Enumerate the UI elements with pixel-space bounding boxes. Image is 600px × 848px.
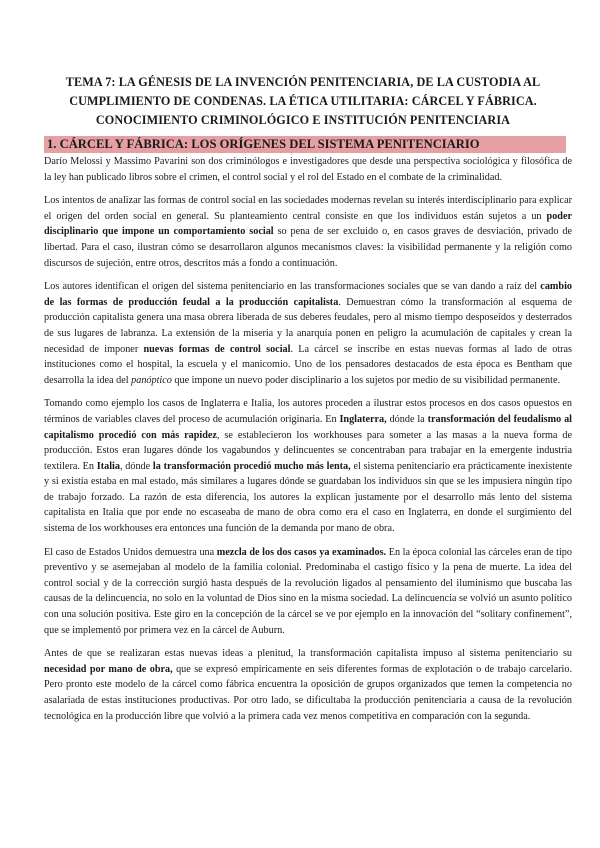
paragraph-text: . La cárcel se inscribe en estas nuevas formas al lado de otras instituciones como el hospital, la escuela y el manicomio. Uno de los pensadores destacados de esta época es Bentham que desarrolla la idea del (44, 343, 572, 386)
paragraph-text: El caso de Estados Unidos demuestra una (44, 546, 217, 558)
italic-text: panóptico (131, 374, 172, 386)
bold-text: Italia (96, 460, 120, 472)
document-body (44, 154, 572, 732)
bold-text: cambio de las formas de producción feudal a la producción capitalista (44, 281, 572, 308)
bold-text: transformación del feudalismo al capitalismo procedió con más rapidez (44, 413, 572, 441)
paragraph-text: . Demuestran cómo la transformación al esquema de producción capitalista genera una masa obrera liberada de sus deberes feudales, pero al mismo tiempo desposeídos y desterrados de sus lugares de labranza. La extensión de la miseria y la anarquía ponen en peligro la acumulación de capitales y crean la necesidad de imponer (44, 296, 573, 355)
document-title (48, 73, 558, 130)
bold-text: poder disciplinario que impone un comportamiento social (44, 210, 572, 238)
paragraph-text: Tomando como ejemplo los casos de Inglaterra e Italia, los autores proceden a ilustrar estos procesos en dos casos opuestos en términos de variables claves del proceso de acumulación originaria. En (44, 398, 572, 425)
bold-text: mezcla de los dos casos ya examinados. (216, 546, 387, 558)
bold-text: Inglaterra, (339, 413, 387, 425)
body-paragraph (44, 154, 572, 185)
title-line: CONOCIMIENTO CRIMINOLÓGICO E INSTITUCIÓN PENITENCIARIA (95, 113, 511, 127)
bold-text: la transformación procedió mucho más lenta, (152, 460, 351, 472)
bold-text: necesidad por mano de obra, (44, 663, 173, 675)
paragraph-text: dónde la (386, 413, 428, 425)
bold-text: nuevas formas de control social (143, 343, 291, 355)
paragraph-text: En la época colonial las cárceles eran de tipo preventivo y se asemejaban al modelo de la familia colonial. Predominaba el castigo físico y la pena de muerte. La idea del control social y de la corrección surgió hasta después de la revolución ligados al pensamiento del iluminismo que buscaba las causas de la delincuencia, no solo en la voluntad de Dios sino en la misma sociedad. La delincuencia se volvió un asunto político con una solución positiva. Este giro en la concepción de la cárcel se ve por ejemplo en la innovación del “solitary confinement”, que se implementó por primera vez en la cárcel de Auburn. (44, 546, 572, 636)
paragraph-text: que se expresó empíricamente en seis diferentes formas de explotación o de trabajo carcelario. Pero pronto este modelo de la cárcel como fábrica encuentra la oposición de grupos organizados que temen la competencia no asalariada de estas instituciones productivas. Por otro lado, se dificultaba la producción penitenciaria a causa de la revolución tecnológica en la producción libre que volvió a la primera cada vez menos competitiva en comparación con la segunda. (44, 663, 572, 722)
paragraph-text: el sistema penitenciario era prácticamente inexistente y si existía estaba en mal estado, más similares a lugares dónde se guardaban los individuos sin que se les impusiera ningún tipo de trabajo forzado. La razón de esta diferencia, los autores la explican justamente por el desarrollo más lento del sistema capitalista en Italia que por ende no escaseaba de mano de obra como era el caso en Inglaterra, en donde el surgimiento del sistema de los workhouses era entonces una función de la demanda por mano de obra. (44, 460, 572, 535)
paragraph-text: so pena de ser excluido o, en casos graves de desviación, privado de libertad. Para el caso, ilustran cómo se desarrollaron algunos mecanismos claves: la visibilidad permanente y la religión como discursos de sujeción, entre otros, descritos más a fondo a continuación. (44, 226, 572, 269)
body-paragraph (44, 193, 572, 271)
body-paragraph (44, 646, 572, 724)
body-paragraph (44, 279, 572, 388)
paragraph-text: Los autores identifican el origen del sistema penitenciario en las transformaciones sociales que se van dando a raíz del (44, 281, 541, 293)
section-heading: 1. CÁRCEL Y FÁBRICA: LOS ORÍGENES DEL SISTEMA PENITENCIARIO (47, 137, 480, 151)
title-line: TEMA 7: LA GÉNESIS DE LA INVENCIÓN PENITENCIARIA, DE LA CUSTODIA AL (65, 75, 541, 89)
paragraph-text: que impone un nuevo poder disciplinario a los sujetos por medio de su visibilidad permanente. (171, 374, 561, 386)
body-paragraph (44, 396, 572, 536)
paragraph-text: Darío Melossi y Massimo Pavarini son dos criminólogos e investigadores que desde una perspectiva sociológica y filosófica de la ley han publicado libros sobre el crimen, el control social y el rol del Estado en el combate de la criminalidad. (44, 156, 572, 183)
body-paragraph (44, 545, 572, 639)
paragraph-text: Antes de que se realizaran estas nuevas ideas a plenitud, la transformación capitalista impuso al sistema penitenciario su (44, 648, 572, 660)
title-line: CUMPLIMIENTO DE CONDENAS. LA ÉTICA UTILITARIA: CÁRCEL Y FÁBRICA. (69, 94, 537, 108)
paragraph-text: , dónde (119, 460, 153, 472)
paragraph-text: , se establecieron los workhouses para someter a las masas a la nueva forma de producción. Estos eran lugares dónde los vagabundos y delincuentes se concentraban para trabajar en la emergente industria textilera. En (44, 429, 572, 472)
paragraph-text: Los intentos de analizar las formas de control social en las sociedades modernas revelan su interés interdisciplinario para explicar el origen del orden social en general. Su planteamiento central consiste en que los individuos están sujetos a un (44, 195, 572, 222)
